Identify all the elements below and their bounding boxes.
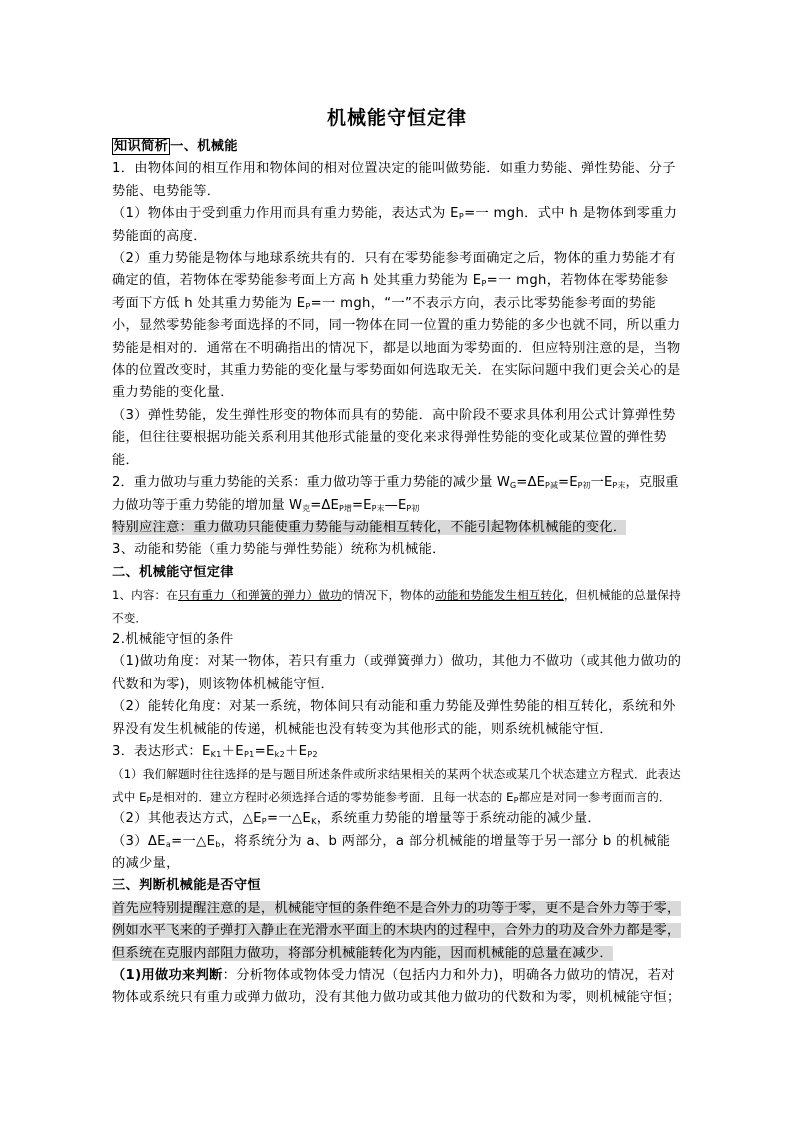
paragraph-work-pe-relation: 2．重力做功与重力势能的关系：重力做功等于重力势能的减少量 $W_G=\Delta E_{P减}=E_{P初}$一$E_{P末}$，克服重力做功等于重力势能的增加量 $W_克=\Delta E_{P增}=E_{P末}—E_{P初}$ (112, 475, 679, 513)
paragraph-elastic-pe: （3）弹性势能，发生弹性形变的物体而具有的势能．高中阶段不要求具体利用公式计算弹性势能，但往往要根据功能关系利用其他形式能量的变化来求得弹性势能的变化或某位置的弹性势能． (112, 407, 676, 468)
paragraph-other-expression: （2）其他表达方式，$\triangle E_P=$一$\triangle E_K$，系统重力势能的增量等于系统动能的减少量． (112, 811, 601, 827)
paragraph-law-content: 1、内容：在只有重力（和弹簧的弹力）做功的情况下，物体的动能和势能发生相互转化，但机械能的总量保持不变． (112, 588, 681, 625)
section-title-judge-conservation: 三、判断机械能是否守恒 (112, 878, 261, 894)
section-title-conservation-law: 二、机械能守恒定律 (112, 564, 234, 580)
paragraph-work-angle: （1)做功角度：对某一物体，若只有重力（或弹簧弹力）做功，其他力不做功（或其他力做功的代数和为零)，则该物体机械能守恒． (112, 654, 682, 692)
paragraph-expression-form: 3．表达形式：$E_{K1}+E_{P1}=E_{k2}+E_{P2}$ (112, 743, 318, 759)
paragraph-reminder: 首先应特别提醒注意的是，机械能守恒的条件绝不是合外力的功等于零，更不是合外力等于零，例如水平飞来的子弹打入静止在光滑水平面上的木块内的过程中，合外力的功及合外力都是零，但系统在克服内部阻力做功，将部分机械能转化为内能，因而机械能的总量在减少． (112, 900, 681, 961)
paragraph-expression-note: （1）我们解题时往往选择的是与题目所述条件或所求结果相关的某两个状态或某几个状态建立方程式．此表达式中 $E_P$是相对的．建立方程时必须选择合适的零势能参考面．且每一状态的 $E_P$都应是对同一参考面而言的． (112, 767, 681, 805)
paragraph-pe-system: （2）重力势能是物体与地球系统共有的．只有在零势能参考面确定之后，物体的重力势能才有确定的值，若物体在零势能参考面上方高 h 处其重力势能为 $E_P=$一 mgh，若物体在零势能参考面下方低 h 处其重力势能为 $E_P=$一 mgh，“一”不表示方向，表示比零势能参考面的势能小，显然零势能参考面选择的不同，同一物体在同一位置的重力势能的多少也就不同，所以重力势能是相对的．通常在不明确指出的情况下，都是以地面为零势面的．但应特别注意的是，当物体的位置改变时，其重力势能的变化量与零势面如何选取无关．在实际问题中我们更会关心的是重力势能的变化量． (112, 251, 681, 401)
paragraph-mechanical-energy-def: 3、动能和势能（重力势能与弹性势能）统称为机械能． (112, 542, 446, 558)
paragraph-system-split: $(3)\Delta E_a=$一$\triangle E_b$，将系统分为 a、b 两部分，a 部分机械能的增量等于另一部分 b 的机械能的减少量， (112, 833, 671, 871)
section-title-mechanical-energy: 一、机械能 (170, 139, 238, 154)
page-title: 机械能守恒定律 (326, 107, 467, 129)
paragraph-transform-angle: （2）能转化角度：对某一系统，物体间只有动能和重力势能及弹性势能的相互转化，系统和外界没有发生机械能的传递，机械能也没有转变为其他形式的能，则系统机械能守恒． (112, 699, 676, 737)
paragraph-conditions-heading: 2.机械能守恒的条件 (112, 631, 234, 647)
knowledge-tag: 知识简析 (114, 139, 169, 154)
paragraph-potential-energy: 1．由物体间的相互作用和物体间的相对位置决定的能叫做势能．如重力势能、弹性势能、分子势能、电势能等． (112, 161, 676, 199)
paragraph-gravity-pe: （1）物体由于受到重力作用而具有重力势能，表达式为 $E_P=$一 mgh．式中 h 是物体到零重力势能面的高度． (112, 206, 678, 244)
document-body (112, 136, 682, 1010)
section-heading-1 (112, 136, 682, 158)
paragraph-judge-by-work: （1)用做功来判断：分析物体或物体受力情况（包括内力和外力)，明确各力做功的情况，若对物体或系统只有重力或弹力做功，没有其他力做功或其他力做功的代数和为零，则机械能守恒； (112, 968, 681, 1006)
paragraph-special-note: 特别应注意：重力做功只能使重力势能与动能相互转化，不能引起物体机械能的变化． (112, 519, 627, 535)
